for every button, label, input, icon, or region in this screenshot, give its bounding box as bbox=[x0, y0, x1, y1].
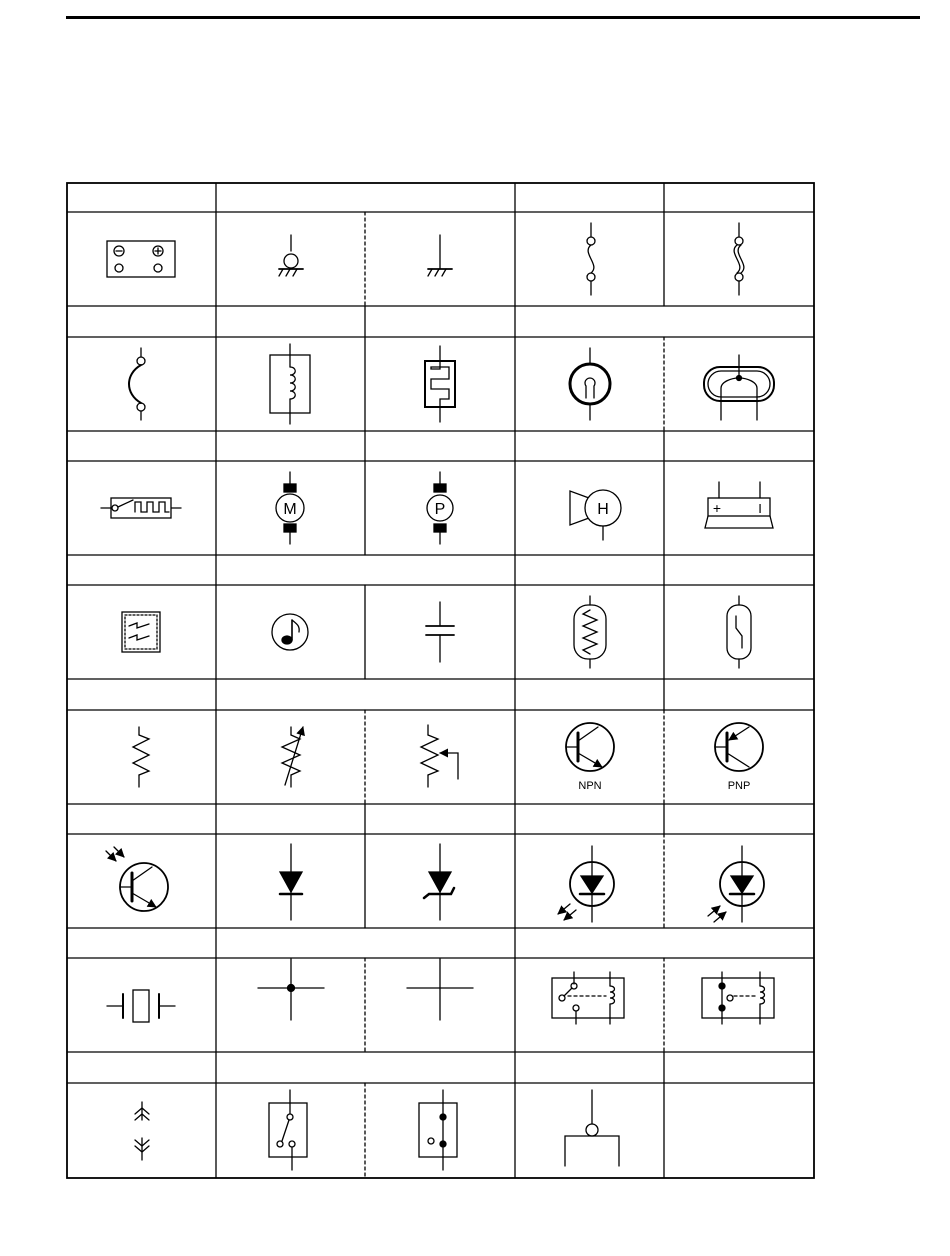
top-rule bbox=[66, 16, 920, 19]
battery-plus: + bbox=[712, 500, 722, 516]
resistor-element-icon bbox=[574, 596, 606, 668]
battery-minus: I bbox=[758, 501, 762, 516]
photodiode-icon bbox=[708, 846, 764, 922]
ground-body-icon bbox=[279, 235, 303, 276]
sensor-ground-icon bbox=[565, 1090, 619, 1166]
wire-crossing-icon bbox=[407, 959, 473, 1020]
battery-icon bbox=[107, 241, 175, 277]
piezo-icon bbox=[107, 990, 175, 1022]
wire-connected-icon bbox=[258, 959, 324, 1020]
npn-transistor-icon bbox=[566, 723, 614, 792]
npn-label: NPN bbox=[578, 780, 602, 792]
buzzer-icon bbox=[272, 614, 308, 650]
double-filament-bulb-icon bbox=[704, 355, 774, 420]
horn-icon bbox=[570, 490, 621, 540]
relay-normally-closed-icon bbox=[552, 972, 624, 1024]
circuit-breaker-icon bbox=[101, 498, 181, 518]
pump-icon bbox=[427, 472, 453, 544]
fusible-link-icon bbox=[129, 348, 145, 420]
pnp-label: PNP bbox=[727, 780, 751, 792]
heavy-fuse-icon bbox=[734, 223, 744, 295]
heater-element-icon bbox=[425, 346, 455, 422]
switch-closed-icon bbox=[419, 1090, 457, 1170]
bulb-icon bbox=[570, 348, 610, 420]
table-grid bbox=[67, 183, 814, 1178]
led-icon bbox=[558, 846, 614, 922]
pnp-transistor-icon bbox=[715, 723, 763, 792]
motor-letter: M bbox=[283, 501, 297, 518]
relay-normally-open-icon bbox=[702, 972, 774, 1024]
variable-resistor-icon bbox=[282, 727, 303, 787]
switch-open-icon bbox=[269, 1090, 307, 1170]
phototransistor-icon bbox=[106, 847, 168, 911]
fuse-icon bbox=[587, 223, 595, 295]
thermal-switch-icon bbox=[727, 596, 751, 668]
potentiometer-icon bbox=[421, 725, 458, 787]
ground-frame-icon bbox=[428, 235, 452, 276]
pump-letter: P bbox=[434, 501, 446, 518]
capacitor-icon bbox=[426, 602, 454, 662]
horn-letter: H bbox=[597, 501, 609, 518]
connector-icon bbox=[135, 1102, 149, 1160]
zener-diode-icon bbox=[424, 844, 454, 920]
motor-icon bbox=[276, 472, 304, 544]
diode-icon bbox=[280, 844, 302, 920]
resistor-icon bbox=[133, 727, 149, 787]
battery-cell-icon bbox=[705, 482, 773, 528]
coil-icon bbox=[270, 344, 310, 424]
symbol-table bbox=[66, 182, 816, 1180]
spark-gap-icon bbox=[122, 612, 160, 652]
